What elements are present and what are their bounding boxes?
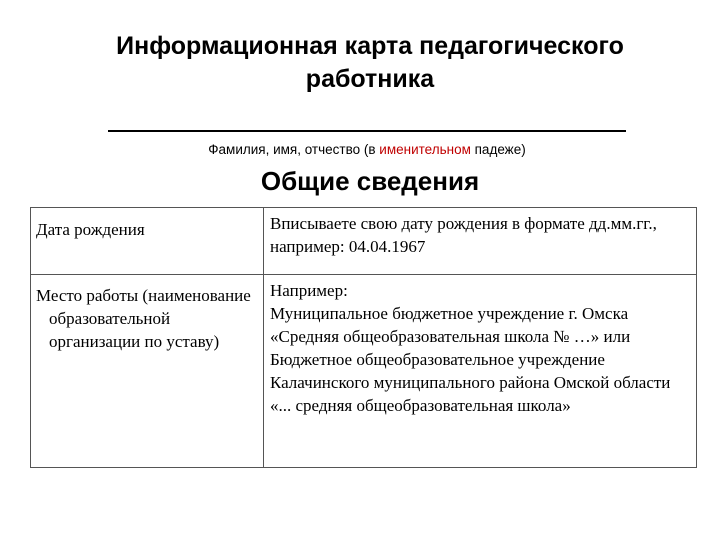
fio-caption-before: Фамилия, имя, отчество (в: [208, 142, 380, 157]
table-cell-label: [31, 208, 264, 275]
table-row: [31, 208, 697, 275]
fio-caption-highlight: именительном: [379, 142, 471, 157]
workplace-label: Место работы (наименование образовательной организации по уставу): [36, 286, 251, 351]
fio-caption: [108, 142, 626, 157]
section-title: Общие сведения: [260, 166, 480, 196]
info-table: [30, 207, 697, 468]
table-cell-value: [264, 275, 697, 468]
table-cell-value: [264, 208, 697, 275]
fio-input-line: [108, 130, 626, 132]
fio-caption-after: падеже): [470, 142, 526, 157]
page-title: Информационная карта педагогического работника: [116, 32, 624, 93]
workplace-value: Например: Муниципальное бюджетное учреждение г. Омска «Средняя общеобразовательная школа № …» или Бюджетное общеобразовательное учреждение Калачинского муниципального района Омской области «... средняя общеобразовательная школа»: [270, 281, 671, 415]
birth-date-value: Вписываете свою дату рождения в формате дд.мм.гг., например: 04.04.1967: [270, 214, 657, 256]
table-row: [31, 275, 697, 468]
birth-date-label: Дата рождения: [36, 220, 145, 239]
table-cell-label: [31, 275, 264, 468]
